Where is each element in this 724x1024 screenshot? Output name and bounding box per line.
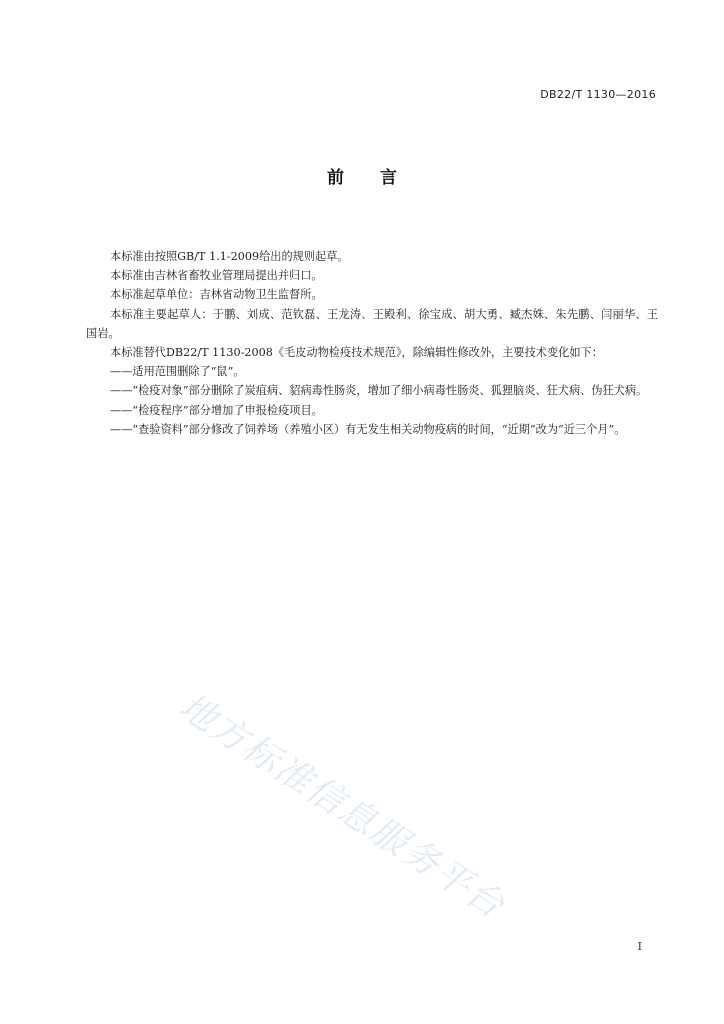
page-title xyxy=(0,163,724,188)
paragraph-drafters: 本标准主要起草人：于鹏、刘成、范钦磊、王龙涛、王殿利、徐宝成、胡大勇、臧杰姝、朱先鹏、闫丽华、王国岩。 xyxy=(86,307,658,340)
preface-body xyxy=(86,247,658,439)
paragraph-replacement: 本标准替代DB22/T 1130-2008《毛皮动物检疫技术规范》，除编辑性修改外，主要技术变化如下： xyxy=(110,346,603,360)
change-item-quarantine-objects: ——“检疫对象”部分删除了炭疽病、貂病毒性肠炎，增加了细小病毒性肠炎、狐狸脑炎、狂犬病、伪狂犬病。 xyxy=(110,384,648,398)
watermark-text: 地方标准信息服务平台 xyxy=(171,685,513,928)
change-item-quarantine-procedure: ——“检疫程序”部分增加了申报检疫项目。 xyxy=(110,403,323,417)
change-item-scope: ——适用范围删除了“鼠”。 xyxy=(110,365,245,379)
title-char-1: 前 xyxy=(327,168,344,188)
title-char-2: 言 xyxy=(380,168,397,188)
paragraph-drafting-rules: 本标准由按照GB/T 1.1-2009给出的规则起草。 xyxy=(110,250,349,263)
paragraph-drafting-unit: 本标准起草单位：吉林省动物卫生监督所。 xyxy=(110,288,323,302)
change-item-check-documents: ——“查验资料”部分修改了饲养场（养殖小区）有无发生相关动物疫病的时间，“近期”改为“近三个月”。 xyxy=(110,422,626,436)
paragraph-proposer: 本标准由吉林省畜牧业管理局提出并归口。 xyxy=(110,269,323,283)
document-code: DB22/T 1130—2016 xyxy=(540,88,656,101)
page-number: I xyxy=(637,940,642,953)
